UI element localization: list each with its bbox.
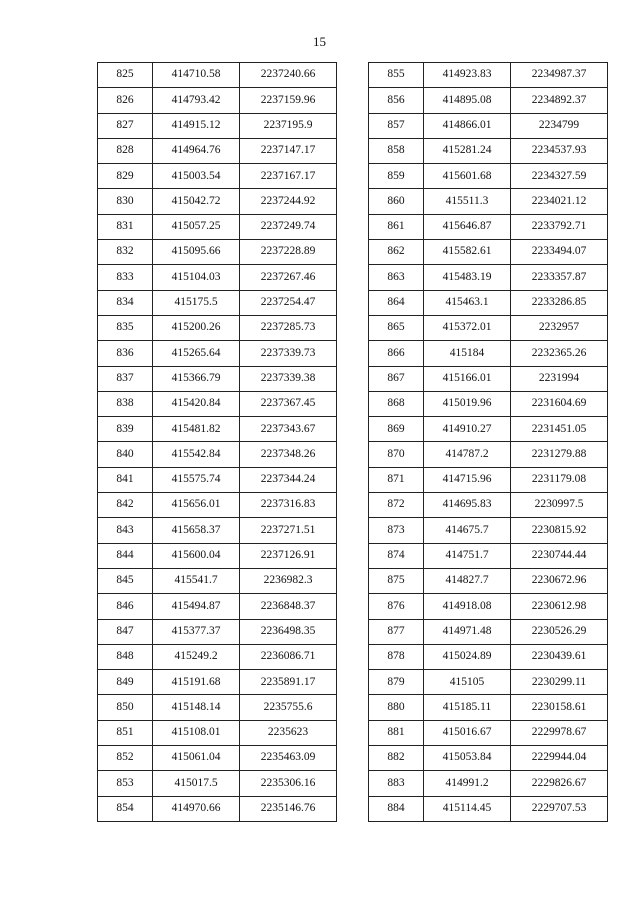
x-coordinate-cell: 415542.84 bbox=[153, 442, 240, 467]
y-coordinate-cell: 2237316.83 bbox=[240, 493, 337, 518]
table-row bbox=[369, 164, 608, 189]
table-row bbox=[98, 366, 337, 391]
y-coordinate-cell: 2231451.05 bbox=[511, 417, 608, 442]
x-coordinate-cell: 415200.26 bbox=[153, 315, 240, 340]
y-coordinate-cell: 2235463.09 bbox=[240, 746, 337, 771]
table-row bbox=[98, 568, 337, 593]
table-row bbox=[98, 594, 337, 619]
y-coordinate-cell: 2236086.71 bbox=[240, 644, 337, 669]
point-number-cell: 877 bbox=[369, 619, 424, 644]
y-coordinate-cell: 2231604.69 bbox=[511, 391, 608, 416]
x-coordinate-cell: 414918.08 bbox=[424, 594, 511, 619]
point-number-cell: 826 bbox=[98, 88, 153, 113]
y-coordinate-cell: 2230744.44 bbox=[511, 543, 608, 568]
x-coordinate-cell: 415600.04 bbox=[153, 543, 240, 568]
table-row bbox=[369, 670, 608, 695]
x-coordinate-cell: 415646.87 bbox=[424, 214, 511, 239]
y-coordinate-cell: 2236498.35 bbox=[240, 619, 337, 644]
y-coordinate-cell: 2232957 bbox=[511, 315, 608, 340]
table-row bbox=[369, 113, 608, 138]
x-coordinate-cell: 414895.08 bbox=[424, 88, 511, 113]
x-coordinate-cell: 415053.84 bbox=[424, 746, 511, 771]
point-number-cell: 855 bbox=[369, 63, 424, 88]
point-number-cell: 884 bbox=[369, 796, 424, 821]
y-coordinate-cell: 2237348.26 bbox=[240, 442, 337, 467]
y-coordinate-cell: 2237339.38 bbox=[240, 366, 337, 391]
point-number-cell: 828 bbox=[98, 138, 153, 163]
table-row bbox=[369, 594, 608, 619]
x-coordinate-cell: 415494.87 bbox=[153, 594, 240, 619]
y-coordinate-cell: 2235306.16 bbox=[240, 771, 337, 796]
point-number-cell: 829 bbox=[98, 164, 153, 189]
x-coordinate-cell: 415366.79 bbox=[153, 366, 240, 391]
table-row bbox=[369, 138, 608, 163]
table-row bbox=[369, 341, 608, 366]
y-coordinate-cell: 2230672.96 bbox=[511, 568, 608, 593]
y-coordinate-cell: 2233286.85 bbox=[511, 290, 608, 315]
point-number-cell: 838 bbox=[98, 391, 153, 416]
y-coordinate-cell: 2229944.04 bbox=[511, 746, 608, 771]
table-row bbox=[98, 695, 337, 720]
point-number-cell: 834 bbox=[98, 290, 153, 315]
y-coordinate-cell: 2230526.29 bbox=[511, 619, 608, 644]
x-coordinate-cell: 415656.01 bbox=[153, 493, 240, 518]
table-row bbox=[369, 695, 608, 720]
table-row bbox=[98, 518, 337, 543]
coordinates-table-right bbox=[368, 62, 608, 822]
x-coordinate-cell: 414827.7 bbox=[424, 568, 511, 593]
x-coordinate-cell: 414675.7 bbox=[424, 518, 511, 543]
y-coordinate-cell: 2237159.96 bbox=[240, 88, 337, 113]
table-row bbox=[98, 644, 337, 669]
y-coordinate-cell: 2229978.67 bbox=[511, 720, 608, 745]
y-coordinate-cell: 2237228.89 bbox=[240, 240, 337, 265]
y-coordinate-cell: 2234021.12 bbox=[511, 189, 608, 214]
point-number-cell: 879 bbox=[369, 670, 424, 695]
y-coordinate-cell: 2237126.91 bbox=[240, 543, 337, 568]
point-number-cell: 837 bbox=[98, 366, 153, 391]
point-number-cell: 843 bbox=[98, 518, 153, 543]
point-number-cell: 850 bbox=[98, 695, 153, 720]
point-number-cell: 833 bbox=[98, 265, 153, 290]
table-row bbox=[369, 214, 608, 239]
table-row bbox=[98, 138, 337, 163]
table-row bbox=[98, 493, 337, 518]
table-row bbox=[369, 543, 608, 568]
point-number-cell: 849 bbox=[98, 670, 153, 695]
x-coordinate-cell: 415104.03 bbox=[153, 265, 240, 290]
y-coordinate-cell: 2235146.76 bbox=[240, 796, 337, 821]
point-number-cell: 825 bbox=[98, 63, 153, 88]
table-row bbox=[98, 619, 337, 644]
y-coordinate-cell: 2237167.17 bbox=[240, 164, 337, 189]
x-coordinate-cell: 414991.2 bbox=[424, 771, 511, 796]
y-coordinate-cell: 2230299.11 bbox=[511, 670, 608, 695]
point-number-cell: 870 bbox=[369, 442, 424, 467]
table-row bbox=[98, 391, 337, 416]
point-number-cell: 852 bbox=[98, 746, 153, 771]
coordinates-table-left bbox=[97, 62, 337, 822]
table-row bbox=[98, 88, 337, 113]
table-row bbox=[369, 189, 608, 214]
point-number-cell: 844 bbox=[98, 543, 153, 568]
y-coordinate-cell: 2234327.59 bbox=[511, 164, 608, 189]
point-number-cell: 840 bbox=[98, 442, 153, 467]
point-number-cell: 865 bbox=[369, 315, 424, 340]
point-number-cell: 839 bbox=[98, 417, 153, 442]
y-coordinate-cell: 2234537.93 bbox=[511, 138, 608, 163]
table-row bbox=[369, 265, 608, 290]
table-row bbox=[369, 366, 608, 391]
table-row bbox=[98, 746, 337, 771]
table-row bbox=[98, 796, 337, 821]
y-coordinate-cell: 2230612.98 bbox=[511, 594, 608, 619]
x-coordinate-cell: 415175.5 bbox=[153, 290, 240, 315]
point-number-cell: 858 bbox=[369, 138, 424, 163]
x-coordinate-cell: 415463.1 bbox=[424, 290, 511, 315]
table-row bbox=[369, 63, 608, 88]
table-row bbox=[369, 644, 608, 669]
table-row bbox=[369, 568, 608, 593]
point-number-cell: 869 bbox=[369, 417, 424, 442]
point-number-cell: 842 bbox=[98, 493, 153, 518]
table-row bbox=[98, 189, 337, 214]
point-number-cell: 856 bbox=[369, 88, 424, 113]
y-coordinate-cell: 2234892.37 bbox=[511, 88, 608, 113]
y-coordinate-cell: 2237285.73 bbox=[240, 315, 337, 340]
y-coordinate-cell: 2236848.37 bbox=[240, 594, 337, 619]
x-coordinate-cell: 415061.04 bbox=[153, 746, 240, 771]
point-number-cell: 841 bbox=[98, 467, 153, 492]
x-coordinate-cell: 415095.66 bbox=[153, 240, 240, 265]
x-coordinate-cell: 415377.37 bbox=[153, 619, 240, 644]
x-coordinate-cell: 415184 bbox=[424, 341, 511, 366]
x-coordinate-cell: 415249.2 bbox=[153, 644, 240, 669]
table-row bbox=[98, 467, 337, 492]
point-number-cell: 857 bbox=[369, 113, 424, 138]
point-number-cell: 882 bbox=[369, 746, 424, 771]
table-row bbox=[98, 720, 337, 745]
point-number-cell: 845 bbox=[98, 568, 153, 593]
x-coordinate-cell: 415372.01 bbox=[424, 315, 511, 340]
table-row bbox=[98, 240, 337, 265]
x-coordinate-cell: 415575.74 bbox=[153, 467, 240, 492]
point-number-cell: 854 bbox=[98, 796, 153, 821]
point-number-cell: 863 bbox=[369, 265, 424, 290]
y-coordinate-cell: 2237249.74 bbox=[240, 214, 337, 239]
x-coordinate-cell: 415191.68 bbox=[153, 670, 240, 695]
y-coordinate-cell: 2235891.17 bbox=[240, 670, 337, 695]
table-row bbox=[98, 315, 337, 340]
y-coordinate-cell: 2231279.88 bbox=[511, 442, 608, 467]
y-coordinate-cell: 2233494.07 bbox=[511, 240, 608, 265]
table-row bbox=[369, 391, 608, 416]
point-number-cell: 871 bbox=[369, 467, 424, 492]
x-coordinate-cell: 415481.82 bbox=[153, 417, 240, 442]
x-coordinate-cell: 415582.61 bbox=[424, 240, 511, 265]
y-coordinate-cell: 2237244.92 bbox=[240, 189, 337, 214]
x-coordinate-cell: 415105 bbox=[424, 670, 511, 695]
x-coordinate-cell: 414793.42 bbox=[153, 88, 240, 113]
point-number-cell: 830 bbox=[98, 189, 153, 214]
point-number-cell: 861 bbox=[369, 214, 424, 239]
point-number-cell: 836 bbox=[98, 341, 153, 366]
x-coordinate-cell: 414915.12 bbox=[153, 113, 240, 138]
point-number-cell: 832 bbox=[98, 240, 153, 265]
point-number-cell: 875 bbox=[369, 568, 424, 593]
y-coordinate-cell: 2237267.46 bbox=[240, 265, 337, 290]
x-coordinate-cell: 415019.96 bbox=[424, 391, 511, 416]
table-row bbox=[369, 493, 608, 518]
x-coordinate-cell: 415265.64 bbox=[153, 341, 240, 366]
table-row bbox=[369, 467, 608, 492]
x-coordinate-cell: 415166.01 bbox=[424, 366, 511, 391]
point-number-cell: 872 bbox=[369, 493, 424, 518]
y-coordinate-cell: 2230815.92 bbox=[511, 518, 608, 543]
point-number-cell: 831 bbox=[98, 214, 153, 239]
x-coordinate-cell: 414710.58 bbox=[153, 63, 240, 88]
y-coordinate-cell: 2234987.37 bbox=[511, 63, 608, 88]
y-coordinate-cell: 2233357.87 bbox=[511, 265, 608, 290]
x-coordinate-cell: 415017.5 bbox=[153, 771, 240, 796]
x-coordinate-cell: 415003.54 bbox=[153, 164, 240, 189]
point-number-cell: 862 bbox=[369, 240, 424, 265]
y-coordinate-cell: 2232365.26 bbox=[511, 341, 608, 366]
x-coordinate-cell: 415281.24 bbox=[424, 138, 511, 163]
y-coordinate-cell: 2233792.71 bbox=[511, 214, 608, 239]
point-number-cell: 874 bbox=[369, 543, 424, 568]
y-coordinate-cell: 2237271.51 bbox=[240, 518, 337, 543]
table-row bbox=[98, 164, 337, 189]
x-coordinate-cell: 414695.83 bbox=[424, 493, 511, 518]
point-number-cell: 867 bbox=[369, 366, 424, 391]
point-number-cell: 848 bbox=[98, 644, 153, 669]
page-number: 15 bbox=[313, 34, 326, 49]
table-row bbox=[98, 113, 337, 138]
y-coordinate-cell: 2237147.17 bbox=[240, 138, 337, 163]
table-row bbox=[369, 746, 608, 771]
table-row bbox=[369, 88, 608, 113]
x-coordinate-cell: 414971.48 bbox=[424, 619, 511, 644]
table-row bbox=[369, 290, 608, 315]
x-coordinate-cell: 415108.01 bbox=[153, 720, 240, 745]
point-number-cell: 859 bbox=[369, 164, 424, 189]
table-row bbox=[98, 63, 337, 88]
point-number-cell: 860 bbox=[369, 189, 424, 214]
y-coordinate-cell: 2237367.45 bbox=[240, 391, 337, 416]
y-coordinate-cell: 2237195.9 bbox=[240, 113, 337, 138]
table-row bbox=[369, 771, 608, 796]
y-coordinate-cell: 2237254.47 bbox=[240, 290, 337, 315]
point-number-cell: 851 bbox=[98, 720, 153, 745]
point-number-cell: 873 bbox=[369, 518, 424, 543]
point-number-cell: 827 bbox=[98, 113, 153, 138]
x-coordinate-cell: 415185.11 bbox=[424, 695, 511, 720]
x-coordinate-cell: 414866.01 bbox=[424, 113, 511, 138]
point-number-cell: 878 bbox=[369, 644, 424, 669]
table-row bbox=[98, 670, 337, 695]
point-number-cell: 835 bbox=[98, 315, 153, 340]
y-coordinate-cell: 2237240.66 bbox=[240, 63, 337, 88]
table-row bbox=[369, 240, 608, 265]
y-coordinate-cell: 2236982.3 bbox=[240, 568, 337, 593]
x-coordinate-cell: 415511.3 bbox=[424, 189, 511, 214]
x-coordinate-cell: 414910.27 bbox=[424, 417, 511, 442]
table-row bbox=[98, 417, 337, 442]
x-coordinate-cell: 415057.25 bbox=[153, 214, 240, 239]
x-coordinate-cell: 415114.45 bbox=[424, 796, 511, 821]
table-row bbox=[98, 265, 337, 290]
point-number-cell: 866 bbox=[369, 341, 424, 366]
y-coordinate-cell: 2229826.67 bbox=[511, 771, 608, 796]
table-row bbox=[369, 518, 608, 543]
y-coordinate-cell: 2231179.08 bbox=[511, 467, 608, 492]
x-coordinate-cell: 414970.66 bbox=[153, 796, 240, 821]
y-coordinate-cell: 2235755.6 bbox=[240, 695, 337, 720]
y-coordinate-cell: 2234799 bbox=[511, 113, 608, 138]
x-coordinate-cell: 415042.72 bbox=[153, 189, 240, 214]
x-coordinate-cell: 414964.76 bbox=[153, 138, 240, 163]
y-coordinate-cell: 2237343.67 bbox=[240, 417, 337, 442]
x-coordinate-cell: 415420.84 bbox=[153, 391, 240, 416]
table-row bbox=[369, 417, 608, 442]
y-coordinate-cell: 2237339.73 bbox=[240, 341, 337, 366]
y-coordinate-cell: 2230439.61 bbox=[511, 644, 608, 669]
point-number-cell: 883 bbox=[369, 771, 424, 796]
x-coordinate-cell: 415016.67 bbox=[424, 720, 511, 745]
table-row bbox=[369, 796, 608, 821]
x-coordinate-cell: 414923.83 bbox=[424, 63, 511, 88]
table-row bbox=[98, 543, 337, 568]
x-coordinate-cell: 415658.37 bbox=[153, 518, 240, 543]
x-coordinate-cell: 415541.7 bbox=[153, 568, 240, 593]
x-coordinate-cell: 415024.89 bbox=[424, 644, 511, 669]
table-row bbox=[98, 290, 337, 315]
table-row bbox=[98, 442, 337, 467]
point-number-cell: 853 bbox=[98, 771, 153, 796]
table-row bbox=[98, 771, 337, 796]
point-number-cell: 880 bbox=[369, 695, 424, 720]
x-coordinate-cell: 415483.19 bbox=[424, 265, 511, 290]
x-coordinate-cell: 414715.96 bbox=[424, 467, 511, 492]
table-row bbox=[369, 315, 608, 340]
y-coordinate-cell: 2229707.53 bbox=[511, 796, 608, 821]
y-coordinate-cell: 2231994 bbox=[511, 366, 608, 391]
table-row bbox=[369, 720, 608, 745]
point-number-cell: 876 bbox=[369, 594, 424, 619]
y-coordinate-cell: 2237344.24 bbox=[240, 467, 337, 492]
point-number-cell: 868 bbox=[369, 391, 424, 416]
point-number-cell: 881 bbox=[369, 720, 424, 745]
x-coordinate-cell: 414751.7 bbox=[424, 543, 511, 568]
point-number-cell: 846 bbox=[98, 594, 153, 619]
x-coordinate-cell: 414787.2 bbox=[424, 442, 511, 467]
y-coordinate-cell: 2235623 bbox=[240, 720, 337, 745]
table-row bbox=[98, 341, 337, 366]
y-coordinate-cell: 2230158.61 bbox=[511, 695, 608, 720]
x-coordinate-cell: 415601.68 bbox=[424, 164, 511, 189]
table-row bbox=[369, 442, 608, 467]
point-number-cell: 847 bbox=[98, 619, 153, 644]
point-number-cell: 864 bbox=[369, 290, 424, 315]
table-row bbox=[98, 214, 337, 239]
table-row bbox=[369, 619, 608, 644]
y-coordinate-cell: 2230997.5 bbox=[511, 493, 608, 518]
x-coordinate-cell: 415148.14 bbox=[153, 695, 240, 720]
